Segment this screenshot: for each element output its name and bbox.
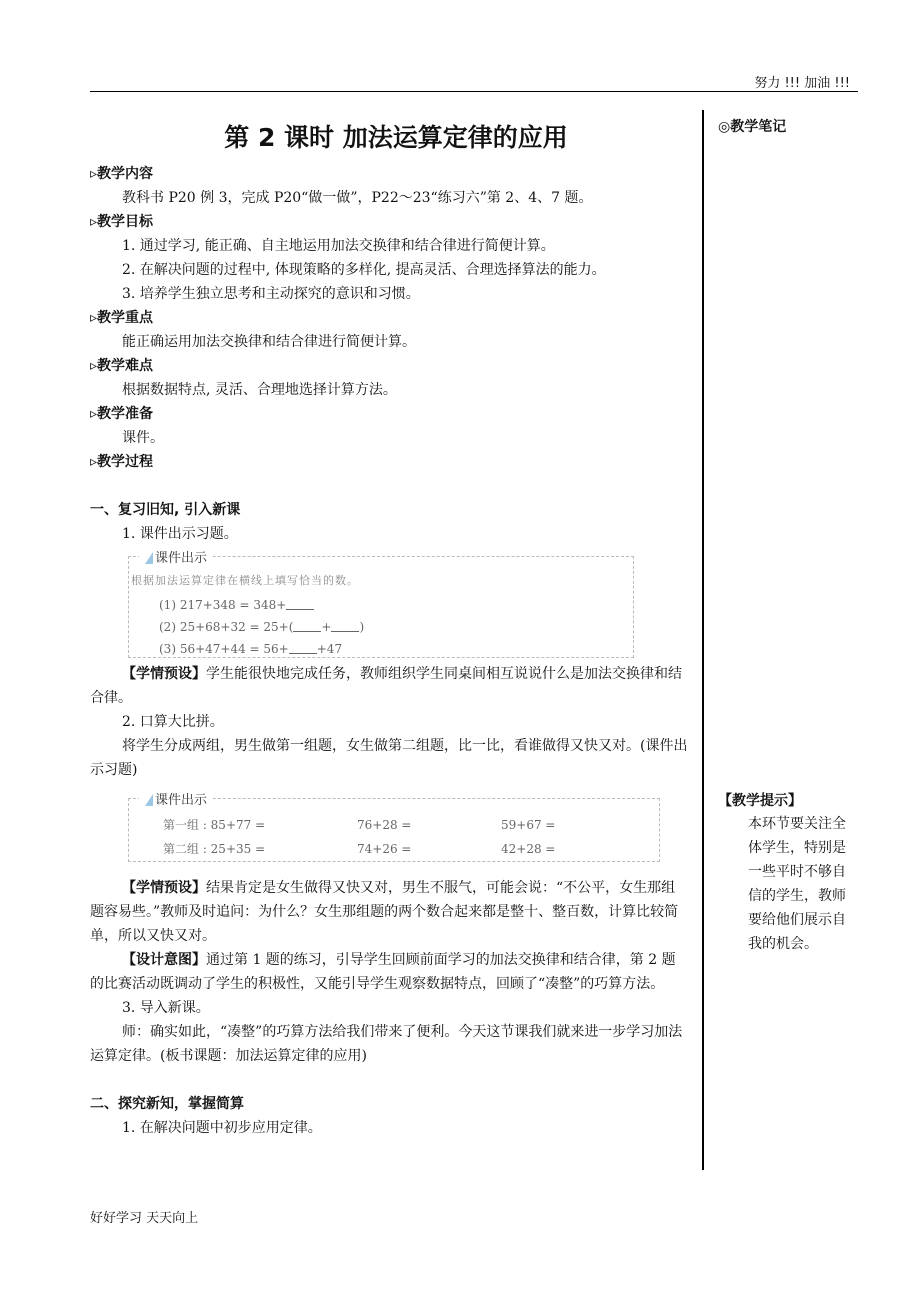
section-heading-process: ▹教学过程 xyxy=(90,454,154,470)
section-heading-difficulty: ▹教学难点 xyxy=(90,358,154,374)
goal-item: 2. 在解决问题的过程中, 体现策略的多样化, 提高灵活、合理选择算法的能力。 xyxy=(122,262,606,278)
difficulty-text: 根据数据特点, 灵活、合理地选择计算方法。 xyxy=(122,382,397,398)
drill-cell: 59+67 = xyxy=(501,818,556,832)
answer-blank xyxy=(293,619,321,632)
answer-blank xyxy=(289,641,317,654)
preset-paragraph-1: 【学情预设】学生能很快地完成任务，教师组织学生同桌间相互说说什么是加法交换律和结合律。 xyxy=(90,666,682,706)
drill-cell: 76+28 = xyxy=(357,818,412,832)
courseware-box-1 xyxy=(128,551,634,658)
design-paragraph: 【设计意图】通过第 1 题的练习，引导学生回顾前面学习的加法交换律和结合律，第 2 题的比赛活动既调动了学生的积极性，又能引导学生观察数据特点，回顾了“凑整”的巧算方法。 xyxy=(90,952,676,992)
section-heading-goals: ▹教学目标 xyxy=(90,214,154,230)
header-slogan: 努力 !!! 加油 !!! xyxy=(754,76,850,91)
prep-text: 课件。 xyxy=(122,430,164,446)
part2-heading: 二、探究新知，掌握简算 xyxy=(90,1096,244,1112)
section-heading-prep: ▹教学准备 xyxy=(90,406,154,422)
goal-item: 3. 培养学生独立思考和主动探究的意识和习惯。 xyxy=(122,286,420,302)
part1-step3: 3. 导入新课。 xyxy=(122,1000,210,1016)
corner-triangle-icon xyxy=(145,794,153,806)
part1-step1: 1. 课件出示习题。 xyxy=(122,526,238,542)
part1-heading: 一、复习旧知, 引入新课 xyxy=(90,502,241,518)
column-divider xyxy=(702,110,704,1170)
courseware-tag: 课件出示 xyxy=(139,789,213,813)
goal-item: 1. 通过学习, 能正确、自主地运用加法交换律和结合律进行简便计算。 xyxy=(122,238,555,254)
page-title: 第 2 课时 加法运算定律的应用 xyxy=(224,123,568,152)
courseware-tag: 课件出示 xyxy=(139,547,213,571)
answer-blank xyxy=(286,597,314,610)
answer-blank xyxy=(331,619,359,632)
section-heading-content: ▹教学内容 xyxy=(90,166,154,182)
box1-question-3: (3) 56+47+44 = 56+ +47 xyxy=(159,642,343,656)
part1-step3-text: 师：确实如此，“凑整”的巧算方法给我们带来了便利。今天这节课我们就来进一步学习加法运算定律。(板书课题：加法运算定律的应用) xyxy=(90,1024,683,1064)
part1-step2: 2. 口算大比拼。 xyxy=(122,714,224,730)
box1-instruction: 根据加法运算定律在横线上填写恰当的数。 xyxy=(131,574,359,587)
box1-question-1: (1) 217+348 = 348+ xyxy=(159,593,314,617)
box1-question-2: (2) 25+68+32 = 25+( + ) xyxy=(159,620,365,634)
preset-paragraph-2: 【学情预设】结果肯定是女生做得又快又对，男生不服气，可能会说：“不公平，女生那组题容易些。”教师及时追问：为什么？女生那组题的两个数合起来都是整十、整百数，计算比较简单，所以又快又对。 xyxy=(90,880,679,944)
drill-cell: 74+26 = xyxy=(357,842,412,856)
main-content xyxy=(90,162,688,1140)
content-text: 教科书 P20 例 3，完成 P20“做一做”，P22～23“练习六”第 2、4、7 题。 xyxy=(122,190,593,206)
notes-heading: ◎教学笔记 xyxy=(718,119,787,135)
footer-slogan: 好好学习 天天向上 xyxy=(90,1211,199,1226)
header-divider xyxy=(90,91,858,92)
corner-triangle-icon xyxy=(145,552,153,564)
drill-cell: 第二组 : 25+35 = xyxy=(163,842,266,856)
courseware-box-2 xyxy=(128,793,660,862)
section-heading-key: ▹教学重点 xyxy=(90,310,154,326)
part1-step2-text: 将学生分成两组，男生做第一组题，女生做第二组题，比一比，看谁做得又快又对。(课件出示习题) xyxy=(90,738,688,778)
part2-step1: 1. 在解决问题中初步应用定律。 xyxy=(122,1120,322,1136)
drill-cell: 42+28 = xyxy=(501,842,556,856)
tip-heading: 【教学提示】 xyxy=(718,793,802,809)
key-text: 能正确运用加法交换律和结合律进行简便计算。 xyxy=(122,334,416,350)
drill-cell: 第一组 : 85+77 = xyxy=(163,818,266,832)
tip-text: 本环节要关注全体学生，特别是一些平时不够自信的学生，教师要给他们展示自我的机会。 xyxy=(748,816,846,952)
